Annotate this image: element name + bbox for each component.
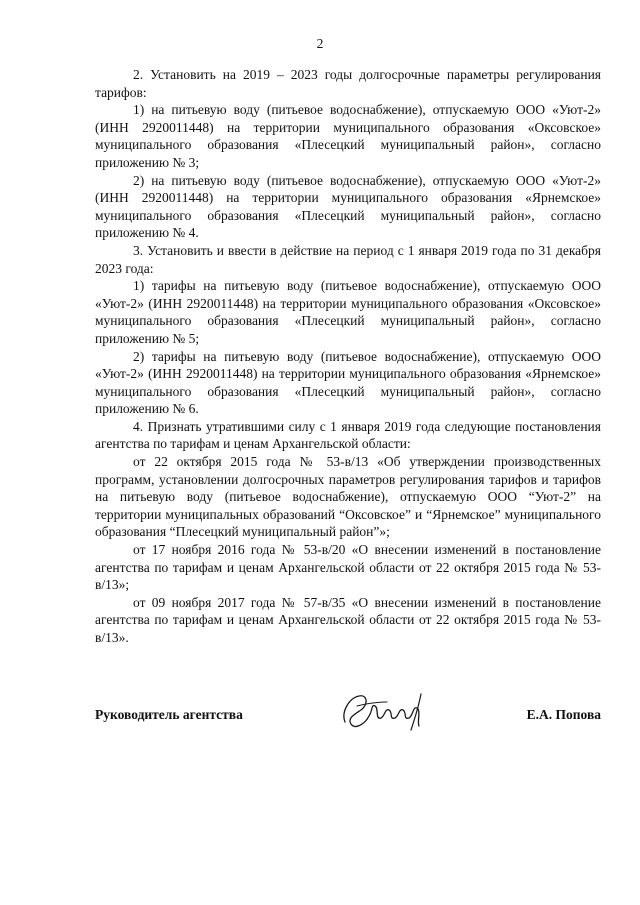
signature-block — [95, 688, 601, 738]
paragraph-item-2-2: 2) на питьевую воду (питьевое водоснабжение), отпускаемую ООО «Уют-2» (ИНН 2920011448) на территории муниципального образования «Ярнемское» муниципального образования «Плесецкий муниципальный район», согласно приложению № 4. — [95, 172, 601, 241]
repealed-resolution-2016: от 17 ноября 2016 года № 53-в/20 «О внесении изменений в постановление агентства по тарифам и ценам Архангельской области от 22 октября 2015 года № 53-в/13»; — [95, 542, 601, 593]
repealed-resolution-2017: от 09 ноября 2017 года № 57-в/35 «О внесении изменений в постановление агентства по тарифам и ценам Архангельской области от 22 октября 2015 года № 53-в/13». — [95, 594, 601, 645]
signer-title: Руководитель агентства — [95, 707, 243, 722]
paragraph-item-4: 4. Признать утратившими силу с 1 января 2019 года следующие постановления агентства по тарифам и ценам Архангельской области: — [95, 418, 601, 452]
paragraph-item-3: 3. Установить и ввести в действие на период с 1 января 2019 года по 31 декабря 2023 года: — [95, 242, 601, 276]
paragraph-item-2-1: 1) на питьевую воду (питьевое водоснабжение), отпускаемую ООО «Уют-2» (ИНН 2920011448) на территории муниципального образования «Оксовское» муниципального образования «Плесецкий муниципальный район», согласно приложению № 3; — [95, 102, 601, 170]
paragraph-item-3-2: 2) тарифы на питьевую воду (питьевое водоснабжение), отпускаемую ООО «Уют-2» (ИНН 2920011448) на территории муниципального образования «Ярнемское» муниципального образования «Плесецкий муниципальный район», согласно приложению № 6. — [95, 348, 601, 417]
document-body — [95, 66, 601, 647]
repealed-resolution-2015: от 22 октября 2015 года № 53-в/13 «Об утверждении производственных программ, установлении долгосрочных параметров регулирования тарифов и тарифов на питьевую воду (питьевое водоснабжение), отпускаемую ООО “Уют-2” на территории муниципальных образований “Оксовское” и “Ярнемское” муниципального образования “Плесецкий муниципальный район”»; — [95, 454, 601, 540]
signer-name: Е.А. Попова — [526, 707, 601, 722]
page-number: 2 — [316, 36, 324, 51]
handwritten-signature — [335, 688, 433, 734]
paragraph-item-3-1: 1) тарифы на питьевую воду (питьевое водоснабжение), отпускаемую ООО «Уют-2» (ИНН 2920011448) на территории муниципального образования «Оксовское» муниципального образования «Плесецкий муниципальный район», согласно приложению № 5; — [95, 278, 601, 346]
paragraph-item-2: 2. Установить на 2019 – 2023 годы долгосрочные параметры регулирования тарифов: — [95, 67, 601, 100]
